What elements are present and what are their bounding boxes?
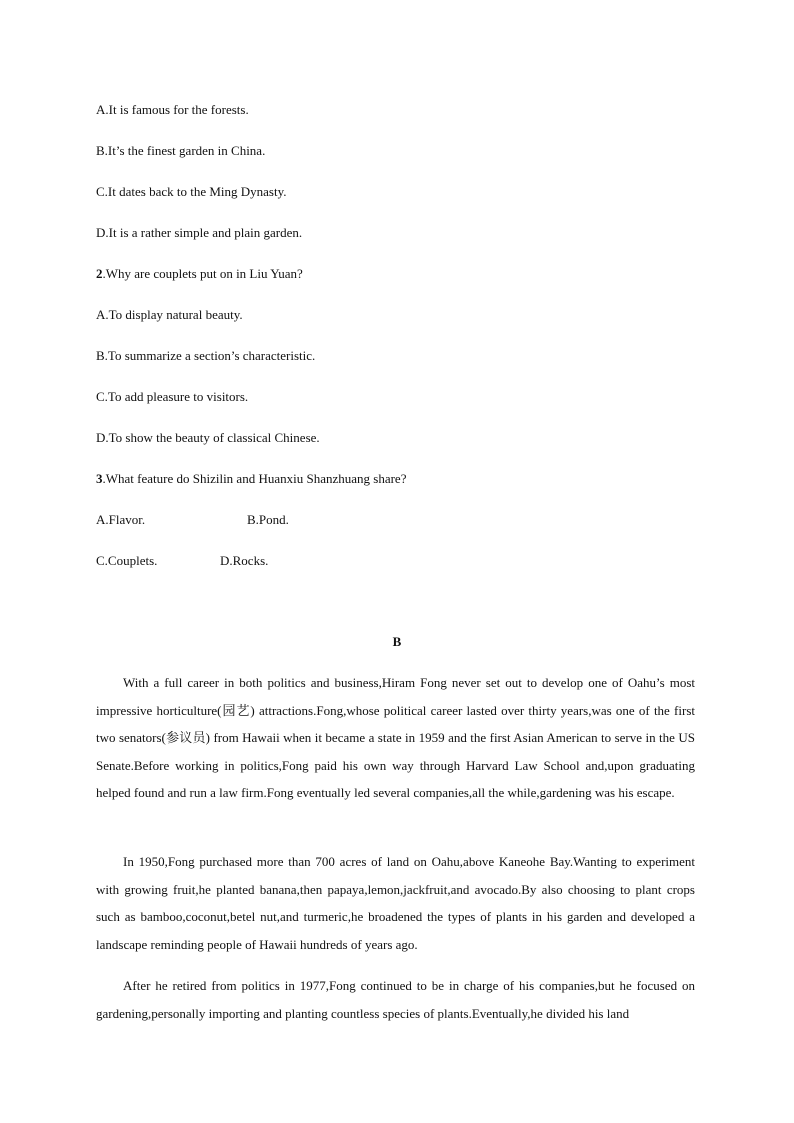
passage-paragraph-1: With a full career in both politics and business,Hiram Fong never set out to develop one of Oahu’s most impressive horticulture(园艺) attractions.Fong,whose political career lasted over thirty years,was one of the first two senators(参议员) from Hawaii when it became a state in 1959 and the first Asian American to serve in the US Senate.Before working in politics,Fong paid his own way through Harvard Law School and,upon graduating helped found and run a law firm.Fong eventually led several companies,all the while,gardening was his escape. — [96, 675, 695, 801]
q3-stem: .What feature do Shizilin and Huanxiu Shanzhuang share? — [102, 471, 407, 486]
q2-question — [96, 266, 303, 282]
q2-option-d: D.To show the beauty of classical Chinese. — [96, 430, 320, 445]
passage-paragraph-2: In 1950,Fong purchased more than 700 acres of land on Oahu,above Kaneohe Bay.Wanting to experiment with growing fruit,he planted banana,then papaya,lemon,jackfruit,and avocado.By also choosing to plant crops such as bamboo,coconut,betel nut,and turmeric,he broadened the types of plants in his garden and developed a landscape reminding people of Hawaii hundreds of years ago. — [96, 854, 695, 952]
passage-paragraph-3: After he retired from politics in 1977,Fong continued to be in charge of his companies,but he focused on gardening,personally importing and planting countless species of plants.Eventually,he divided his land — [96, 978, 695, 1021]
q3-question — [96, 471, 406, 487]
q3-number: 3 — [96, 471, 103, 486]
q2-option-a: A.To display natural beauty. — [96, 307, 243, 322]
q3-options-row-2 — [96, 553, 268, 569]
q1-option-d: D.It is a rather simple and plain garden. — [96, 225, 303, 240]
q1-option-b: B.It’s the finest garden in China. — [96, 143, 266, 158]
q3-option-d: D.Rocks. — [220, 553, 269, 568]
section-b-title: B — [392, 634, 402, 649]
q3-option-b: B.Pond. — [247, 512, 289, 527]
q3-options-row-1 — [96, 512, 289, 528]
q2-stem: .Why are couplets put on in Liu Yuan? — [102, 266, 303, 281]
q2-option-c: C.To add pleasure to visitors. — [96, 389, 249, 404]
q2-option-b: B.To summarize a section’s characteristic. — [96, 348, 316, 363]
q3-option-a: A.Flavor. — [96, 512, 146, 527]
q2-number: 2 — [96, 266, 103, 281]
q3-option-c: C.Couplets. — [96, 553, 158, 568]
q1-option-a: A.It is famous for the forests. — [96, 102, 249, 117]
q1-option-c: C.It dates back to the Ming Dynasty. — [96, 184, 287, 199]
